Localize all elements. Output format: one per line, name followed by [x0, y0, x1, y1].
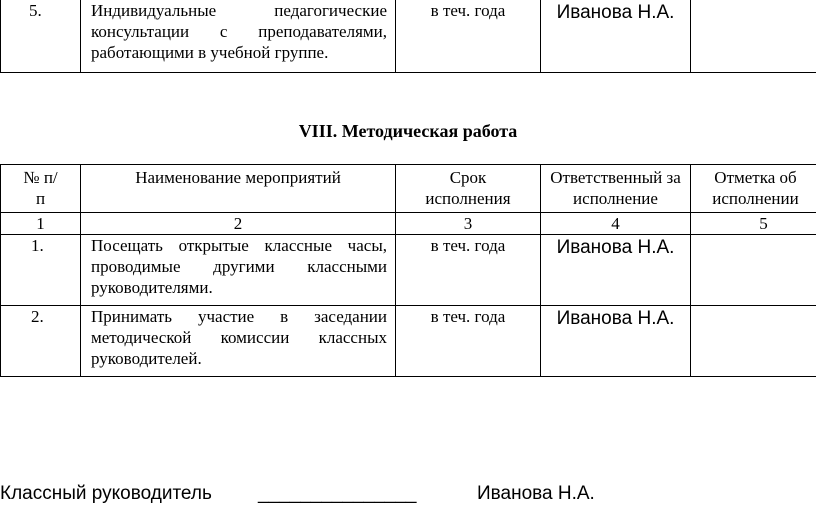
previous-section-table: [0, 0, 816, 73]
teacher-role-label: Классный руководитель: [0, 483, 212, 504]
table-row: [1, 0, 816, 73]
activity-name-cell: Индивидуальные педагогические консультации с преподавателями, работающими в учебной группе.: [81, 0, 396, 73]
section-title: VIII. Методическая работа: [298, 121, 518, 141]
activity-name-cell: Принимать участие в заседании методической комиссии классных руководителей.: [81, 306, 396, 377]
header-responsible: Ответственный за исполнение: [541, 165, 691, 213]
column-number-row: [1, 213, 816, 235]
header-mark: Отметка об исполнении: [691, 165, 816, 213]
mark-cell: [691, 235, 816, 306]
mark-cell: [691, 0, 816, 73]
activity-name-cell: Посещать открытые классные часы, проводимые другими классными руководителями.: [81, 235, 396, 306]
row-number-cell: 2.: [1, 306, 81, 377]
methodical-work-table: [0, 164, 816, 377]
table-row: [1, 235, 816, 306]
table-row: [1, 306, 816, 377]
responsible-cell: Иванова Н.А.: [541, 306, 691, 377]
responsible-cell: Иванова Н.А.: [541, 0, 691, 73]
term-cell: в теч. года: [396, 235, 541, 306]
signature-block: [0, 483, 816, 509]
term-cell: в теч. года: [396, 306, 541, 377]
header-term: Срок исполнения: [396, 165, 541, 213]
row-number-cell: 5.: [1, 0, 81, 73]
header-row: [1, 165, 816, 213]
col-number: 4: [541, 213, 691, 235]
header-name: Наименование мероприятий: [81, 165, 396, 213]
teacher-name: Иванова Н.А.: [477, 483, 595, 504]
signature-line: _______________: [258, 483, 417, 504]
row-number-cell: 1.: [1, 235, 81, 306]
mark-cell: [691, 306, 816, 377]
col-number: 5: [691, 213, 816, 235]
header-num: № п/п: [1, 165, 81, 213]
term-cell: в теч. года: [396, 0, 541, 73]
col-number: 3: [396, 213, 541, 235]
col-number: 2: [81, 213, 396, 235]
col-number: 1: [1, 213, 81, 235]
responsible-cell: Иванова Н.А.: [541, 235, 691, 306]
